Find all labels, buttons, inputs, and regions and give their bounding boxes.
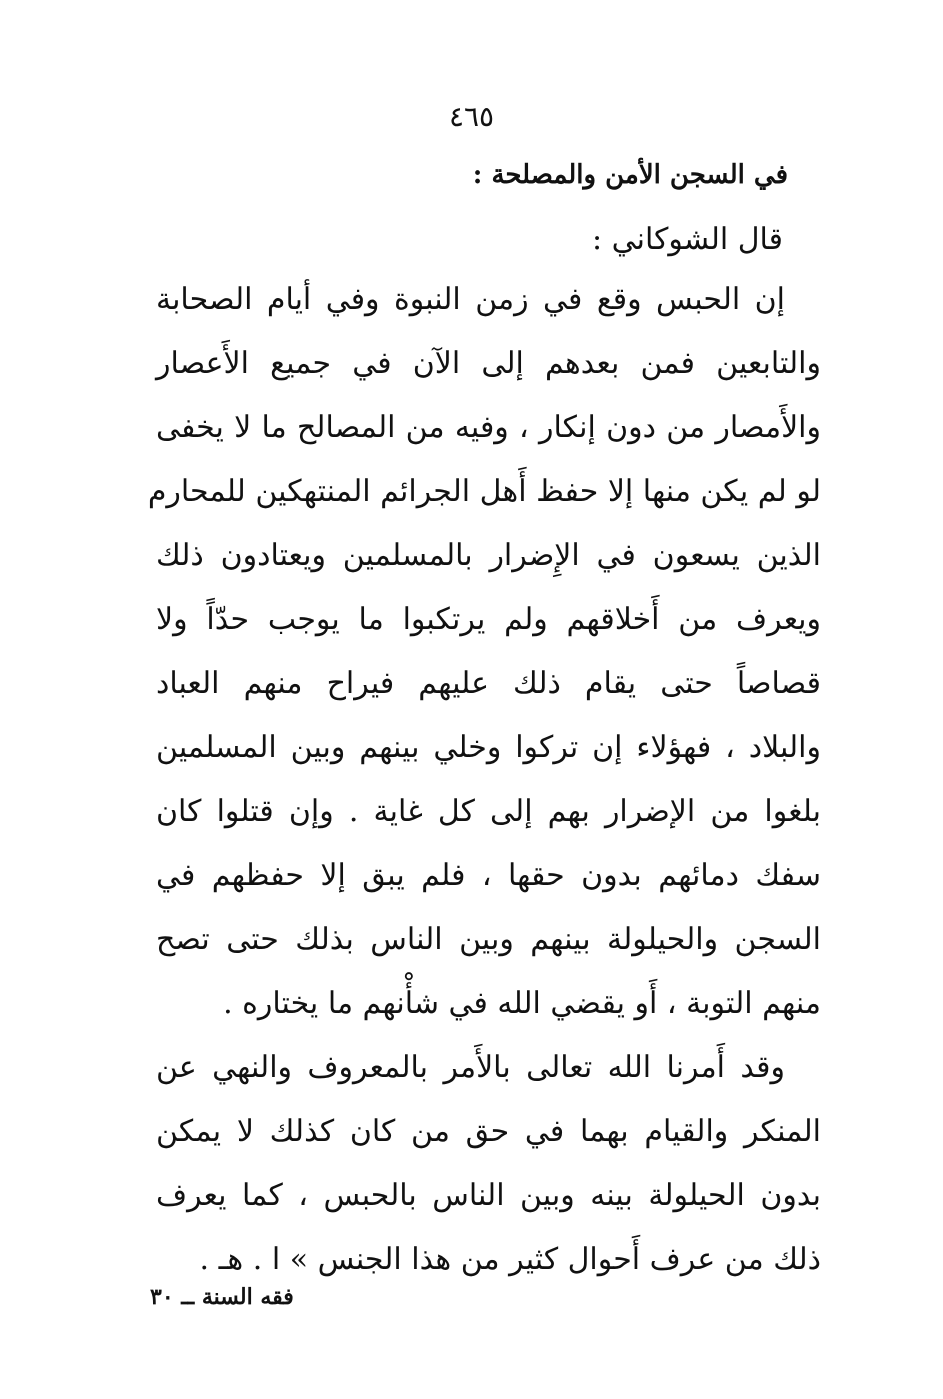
text-line: والبلاد ، فهؤلاء إن تركوا وخلي بينهم وبين المسلمين [156, 730, 821, 765]
text-line: إن الحبس وقع في زمن النبوة وفي أيام الصحابة [156, 282, 785, 317]
text-line: المنكر والقيام بهما في حق من كان كذلك لا يمكن [156, 1114, 821, 1149]
text-line: بلغوا من الإضرار بهم إلى كل غاية . وإن قتلوا كان [156, 794, 821, 829]
text-line: ذلك من عرف أَحوال كثير من هذا الجنس » ا . هـ . [199, 1242, 821, 1277]
text-line: منهم التوبة ، أَو يقضي الله في شأْنهم ما يختاره . [223, 986, 821, 1021]
text-line: والتابعين فمن بعدهم إلى الآن في جميع الأَعصار [156, 346, 821, 381]
section-heading: في السجن الأمن والمصلحة : [472, 160, 788, 190]
text-line: الذين يسعون في الإِضرار بالمسلمين ويعتادون ذلك [156, 538, 821, 573]
text-line: قصاصاً حتى يقام ذلك عليهم فيراح منهم العباد [156, 666, 821, 701]
page-number: ٤٦٥ [448, 100, 495, 133]
text-line: بدون الحيلولة بينه وبين الناس بالحبس ، كما يعرف [156, 1178, 821, 1213]
footer-signature: فقه السنة ــ ٣٠ [150, 1284, 294, 1310]
body-text [147, 268, 821, 1292]
text-line: لو لم يكن منها إلا حفظ أَهل الجرائم المنتهكين للمحارم [147, 474, 821, 509]
speaker-line: قال الشوكاني : [592, 222, 783, 257]
text-line: وقد أَمرنا الله تعالى بالأَمر بالمعروف والنهي عن [156, 1050, 785, 1085]
text-line: والأَمصار من دون إنكار ، وفيه من المصالح ما لا يخفى [156, 410, 821, 445]
text-line: سفك دمائهم بدون حقها ، فلم يبق إلا حفظهم في [156, 858, 821, 893]
text-line: السجن والحيلولة بينهم وبين الناس بذلك حتى تصح [156, 922, 821, 957]
text-line: ويعرف من أَخلاقهم ولم يرتكبوا ما يوجب حدّاً ولا [156, 602, 821, 637]
